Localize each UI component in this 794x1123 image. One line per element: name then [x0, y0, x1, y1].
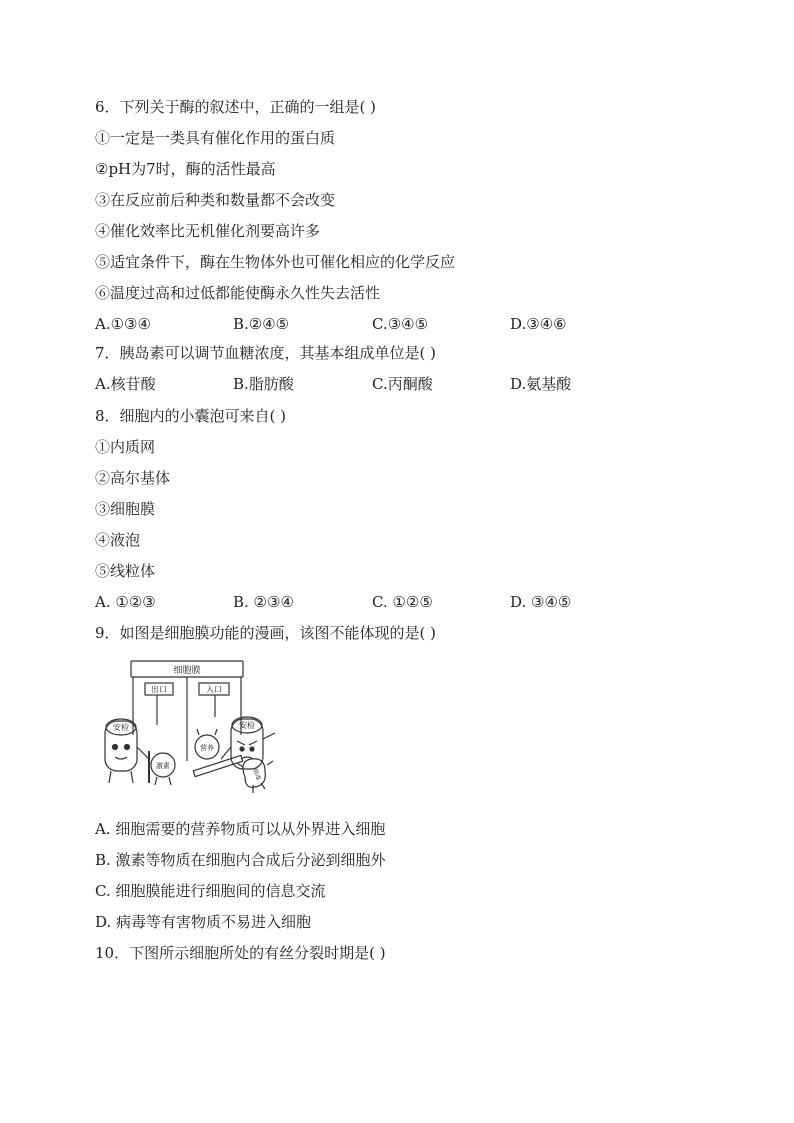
question-8-item-4: ④液泡 [95, 531, 141, 549]
question-6-option-b[interactable]: B.②④⑤ [233, 315, 290, 333]
cartoon-left-guard-label: 安检 [113, 723, 129, 732]
question-9-stem: 9．如图是细胞膜功能的漫画，该图不能体现的是( ) [95, 624, 437, 642]
question-7-options [95, 374, 695, 394]
question-9-option-a[interactable]: A. 细胞需要的营养物质可以从外界进入细胞 [95, 820, 386, 838]
question-8-item-3: ③细胞膜 [95, 500, 156, 518]
cartoon-right-guard-label: 安检 [239, 721, 255, 730]
question-8-option-c[interactable]: C. ①②⑤ [372, 593, 433, 611]
question-8-option-b[interactable]: B. ②③④ [233, 593, 294, 611]
question-6-option-a[interactable]: A.①③④ [95, 315, 151, 333]
question-6-option-c[interactable]: C.③④⑤ [372, 315, 429, 333]
cell-membrane-cartoon [97, 655, 282, 805]
question-6-item-5: ⑤适宜条件下，酶在生物体外也可催化相应的化学反应 [95, 253, 456, 271]
question-8-stem: 8．细胞内的小囊泡可来自( ) [95, 407, 287, 425]
cartoon-banner-label: 细胞膜 [173, 666, 201, 676]
question-7-option-c[interactable]: C.丙酮酸 [372, 375, 433, 393]
question-9-option-c[interactable]: C. 细胞膜能进行细胞间的信息交流 [95, 882, 326, 900]
question-10-stem: 10．下图所示细胞所处的有丝分裂时期是( ) [95, 944, 386, 962]
question-8-item-1: ①内质网 [95, 438, 156, 456]
cartoon-exit-label: 出口 [151, 685, 167, 694]
cartoon-nutrient-label: 营养 [200, 744, 214, 752]
question-6-item-3: ③在反应前后种类和数量都不会改变 [95, 191, 336, 209]
question-7-stem: 7．胰岛素可以调节血糖浓度，其基本组成单位是( ) [95, 344, 437, 362]
question-7-option-a[interactable]: A.核苷酸 [95, 375, 156, 393]
question-8-item-2: ②高尔基体 [95, 469, 171, 487]
question-6-options [95, 314, 695, 334]
cartoon-virus-label: 病毒 [251, 767, 262, 782]
cartoon-hormone-label: 激素 [156, 762, 170, 770]
question-9-option-d[interactable]: D. 病毒等有害物质不易进入细胞 [95, 913, 312, 931]
question-6-option-d[interactable]: D.③④⑥ [510, 315, 567, 333]
question-7-option-b[interactable]: B.脂肪酸 [233, 375, 294, 393]
question-6-item-4: ④催化效率比无机催化剂要高许多 [95, 222, 321, 240]
question-8-option-a[interactable]: A. ①②③ [95, 593, 156, 611]
cartoon-entrance-label: 入口 [206, 685, 222, 694]
question-8-option-d[interactable]: D. ③④⑤ [510, 593, 572, 611]
question-6-item-2: ②pH为7时，酶的活性最高 [95, 160, 276, 178]
question-8-options [95, 592, 695, 612]
question-8-item-5: ⑤线粒体 [95, 562, 156, 580]
question-6-item-6: ⑥温度过高和过低都能使酶永久性失去活性 [95, 284, 381, 302]
question-7-option-d[interactable]: D.氨基酸 [510, 375, 572, 393]
question-6-stem: 6．下列关于酶的叙述中，正确的一组是( ) [95, 98, 377, 116]
question-6-item-1: ①一定是一类具有催化作用的蛋白质 [95, 129, 336, 147]
question-9-option-b[interactable]: B. 激素等物质在细胞内合成后分泌到细胞外 [95, 851, 386, 869]
